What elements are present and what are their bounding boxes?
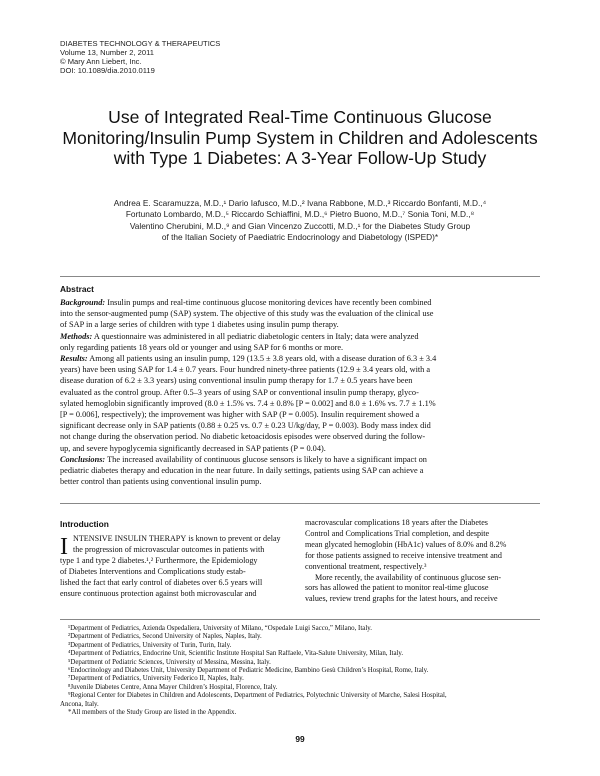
affiliation-footnotes — [60, 625, 540, 717]
abstract-heading: Abstract — [60, 284, 94, 294]
intro-line: lished the fact that early control of diabetes over 6.5 years will — [60, 577, 263, 587]
journal-volume: Volume 13, Number 2, 2011 — [60, 47, 154, 57]
abstract-line: significant decrease only in SAP patients (0.88 ± 0.25 vs. 0.7 ± 0.23 U/kg/day, P = 0.003). Body mass index did — [60, 421, 431, 431]
intro-line: Control and Complications Trial completion, and despite — [305, 528, 490, 538]
abstract-line: sylated hemoglobin significantly improved (8.0 ± 1.5% vs. 7.4 ± 0.8% [P = 0.002] and 8.0 ± 1.6% vs. 7.7 ± 1.1% — [60, 398, 436, 408]
footnote-line: ²Department of Pediatrics, Second University of Naples, Naples, Italy. — [68, 633, 262, 641]
copyright-line: © Mary Ann Liebert, Inc. — [60, 56, 142, 66]
journal-name: DIABETES TECHNOLOGY & THERAPEUTICS — [60, 39, 221, 48]
abstract-line: of SAP in a large series of children with type 1 diabetes using insulin pump therapy. — [60, 320, 339, 330]
abstract-line: better control than patients using conventional insulin pump. — [60, 477, 262, 487]
footnote-line: *All members of the Study Group are listed in the Appendix. — [68, 709, 237, 717]
footnote-line: ⁷Department of Pediatrics, University Federico II, Naples, Italy. — [68, 675, 244, 683]
footnote-line: ⁶Endocrinology and Diabetes Unit, University Department of Pediatric Medicine, Bambino Gesù Children’s Hospital, Rome, Italy. — [68, 667, 429, 675]
author-list — [40, 198, 560, 244]
intro-right-column — [305, 518, 540, 605]
intro-line: is known to prevent or delay — [186, 534, 281, 543]
footnote-line: ⁴Department of Pediatrics, Endocrine Unit, Scientific Institute Hospital San Raffaele, Vita-Salute University, Milan, Italy. — [68, 650, 404, 658]
abstract-line: pediatric diabetes therapy and education in the near future. In daily settings, patients using SAP can achieve a — [60, 466, 424, 476]
author-line: Andrea E. Scaramuzza, M.D.,¹ Dario Iafusco, M.D.,² Ivana Rabbone, M.D.,³ Riccardo Bonfanti, M.D.,⁴ — [113, 198, 487, 208]
footnote-line: ³Department of Pediatrics, University of Turin, Turin, Italy. — [68, 641, 232, 649]
title-line: Monitoring/Insulin Pump System in Children and Adolescents — [62, 127, 538, 148]
abstract-line: years) have been using SAP for 1.4 ± 0.7 years. Four hundred ninety-three patients (12.9 ± 3.4 years old, with a — [60, 365, 431, 375]
intro-line: sors has allowed the patient to monitor real-time glucose — [305, 583, 489, 593]
abstract-line: Among all patients using an insulin pump, 129 (13.5 ± 3.8 years old, with a disease duration of 6.3 ± 3.4 — [87, 354, 437, 364]
abstract-line: evaluated as the control group. After 0.5–3 years of using SAP or conventional insulin pump therapy, glyco- — [60, 387, 419, 397]
footnote-line: ⁸Juvenile Diabetes Centre, Anna Mayer Children’s Hospital, Florence, Italy. — [68, 683, 278, 691]
intro-line: the progression of microvascular outcomes in patients with — [73, 544, 265, 554]
abstract-line: disease duration of 6.2 ± 3.3 years) using conventional insulin pump therapy for 1.7 ± 0.5 years have been — [60, 376, 413, 386]
author-line: Fortunato Lombardo, M.D.,⁵ Riccardo Schiaffini, M.D.,⁶ Pietro Buono, M.D.,⁷ Sonia Toni, M.D.,⁸ — [125, 209, 475, 220]
title-line: Use of Integrated Real-Time Continuous Glucose — [108, 107, 492, 127]
abstract-line: [P = 0.006], respectively); the improvement was higher with SAP (P = 0.005). Insulin requirement showed a — [60, 410, 420, 420]
author-line: of the Italian Society of Paediatric Endocrinology and Diabetology (ISPED)* — [161, 232, 439, 243]
intro-line: for those patients assigned to receive intensive treatment and — [305, 550, 502, 560]
abstract-line: only regarding patients 18 years old or younger and using SAP for 6 months or more. — [60, 342, 344, 352]
footnote-line: ⁹Regional Center for Diabetes in Children and Adolescents, Department of Pediatrics, Polytechnic University of Marche, Salesi Hospital, — [68, 692, 447, 700]
title-line: with Type 1 Diabetes: A 3-Year Follow-Up Study — [113, 148, 487, 169]
abstract-line: not change during the observation period. No diabetic ketoacidosis episodes were observed during the follow- — [60, 432, 426, 442]
abstract-line: A questionnaire was administered in all pediatric diabetologic centers in Italy; data were analyzed — [92, 331, 419, 341]
intro-line: type 1 and type 2 diabetes.¹,² Furthermore, the Epidemiology — [60, 555, 258, 565]
abstract-line: up, and severe hypoglycemia significantly decreased in SAP patients (P = 0.04). — [60, 443, 326, 453]
page-number: 99 — [295, 734, 305, 744]
doi-line: DOI: 10.1089/dia.2010.0119 — [60, 65, 155, 75]
article-title — [40, 107, 560, 169]
abstract-line: Insulin pumps and real-time continuous glucose monitoring devices have recently been combined — [105, 298, 432, 307]
intro-line: macrovascular complications 18 years after the Diabetes — [305, 518, 488, 527]
smallcaps-lead: NTENSIVE INSULIN THERAPY — [73, 534, 187, 543]
intro-line: values, review trend graphs for the latest hours, and receive — [305, 594, 498, 604]
intro-line: conventional treatment, respectively.³ — [305, 561, 427, 571]
abstract-body — [60, 297, 540, 487]
drop-cap: I — [60, 534, 68, 560]
intro-line: ensure continuous protection against both microvascular and — [60, 588, 257, 598]
results-label: Results: — [60, 354, 88, 364]
intro-line: More recently, the availability of continuous glucose sen- — [315, 572, 502, 582]
journal-header — [60, 40, 220, 76]
background-label: Background: — [60, 298, 106, 307]
footnote-line: ¹Department of Pediatrics, Azienda Ospedaliera, University of Milano, “Ospedale Luigi Sacco,” Milano, Italy. — [68, 625, 372, 632]
footnote-line: ⁵Department of Pediatric Sciences, University of Messina, Messina, Italy. — [68, 658, 271, 666]
abstract-line: The increased availability of continuous glucose sensors is likely to have a significant impact on — [105, 454, 427, 464]
intro-line: of Diabetes Interventions and Complications study estab- — [60, 566, 246, 576]
intro-line: mean glycated hemoglobin (HbA1c) values of 8.0% and 8.2% — [305, 539, 507, 549]
introduction-heading: Introduction — [60, 519, 109, 529]
footnote-line: Ancona, Italy. — [60, 700, 99, 708]
intro-left-column — [60, 534, 295, 599]
abstract-bottom-rule — [60, 503, 540, 504]
methods-label: Methods: — [60, 331, 93, 341]
abstract-line: into the sensor-augmented pump (SAP) system. The objective of this study was the evaluation of the clinical use — [60, 309, 434, 319]
footnote-rule — [60, 619, 540, 620]
author-line: Valentino Cherubini, M.D.,⁹ and Gian Vincenzo Zuccotti, M.D.,¹ for the Diabetes Study Group — [129, 220, 471, 231]
abstract-top-rule — [60, 276, 540, 277]
conclusions-label: Conclusions: — [60, 454, 106, 464]
